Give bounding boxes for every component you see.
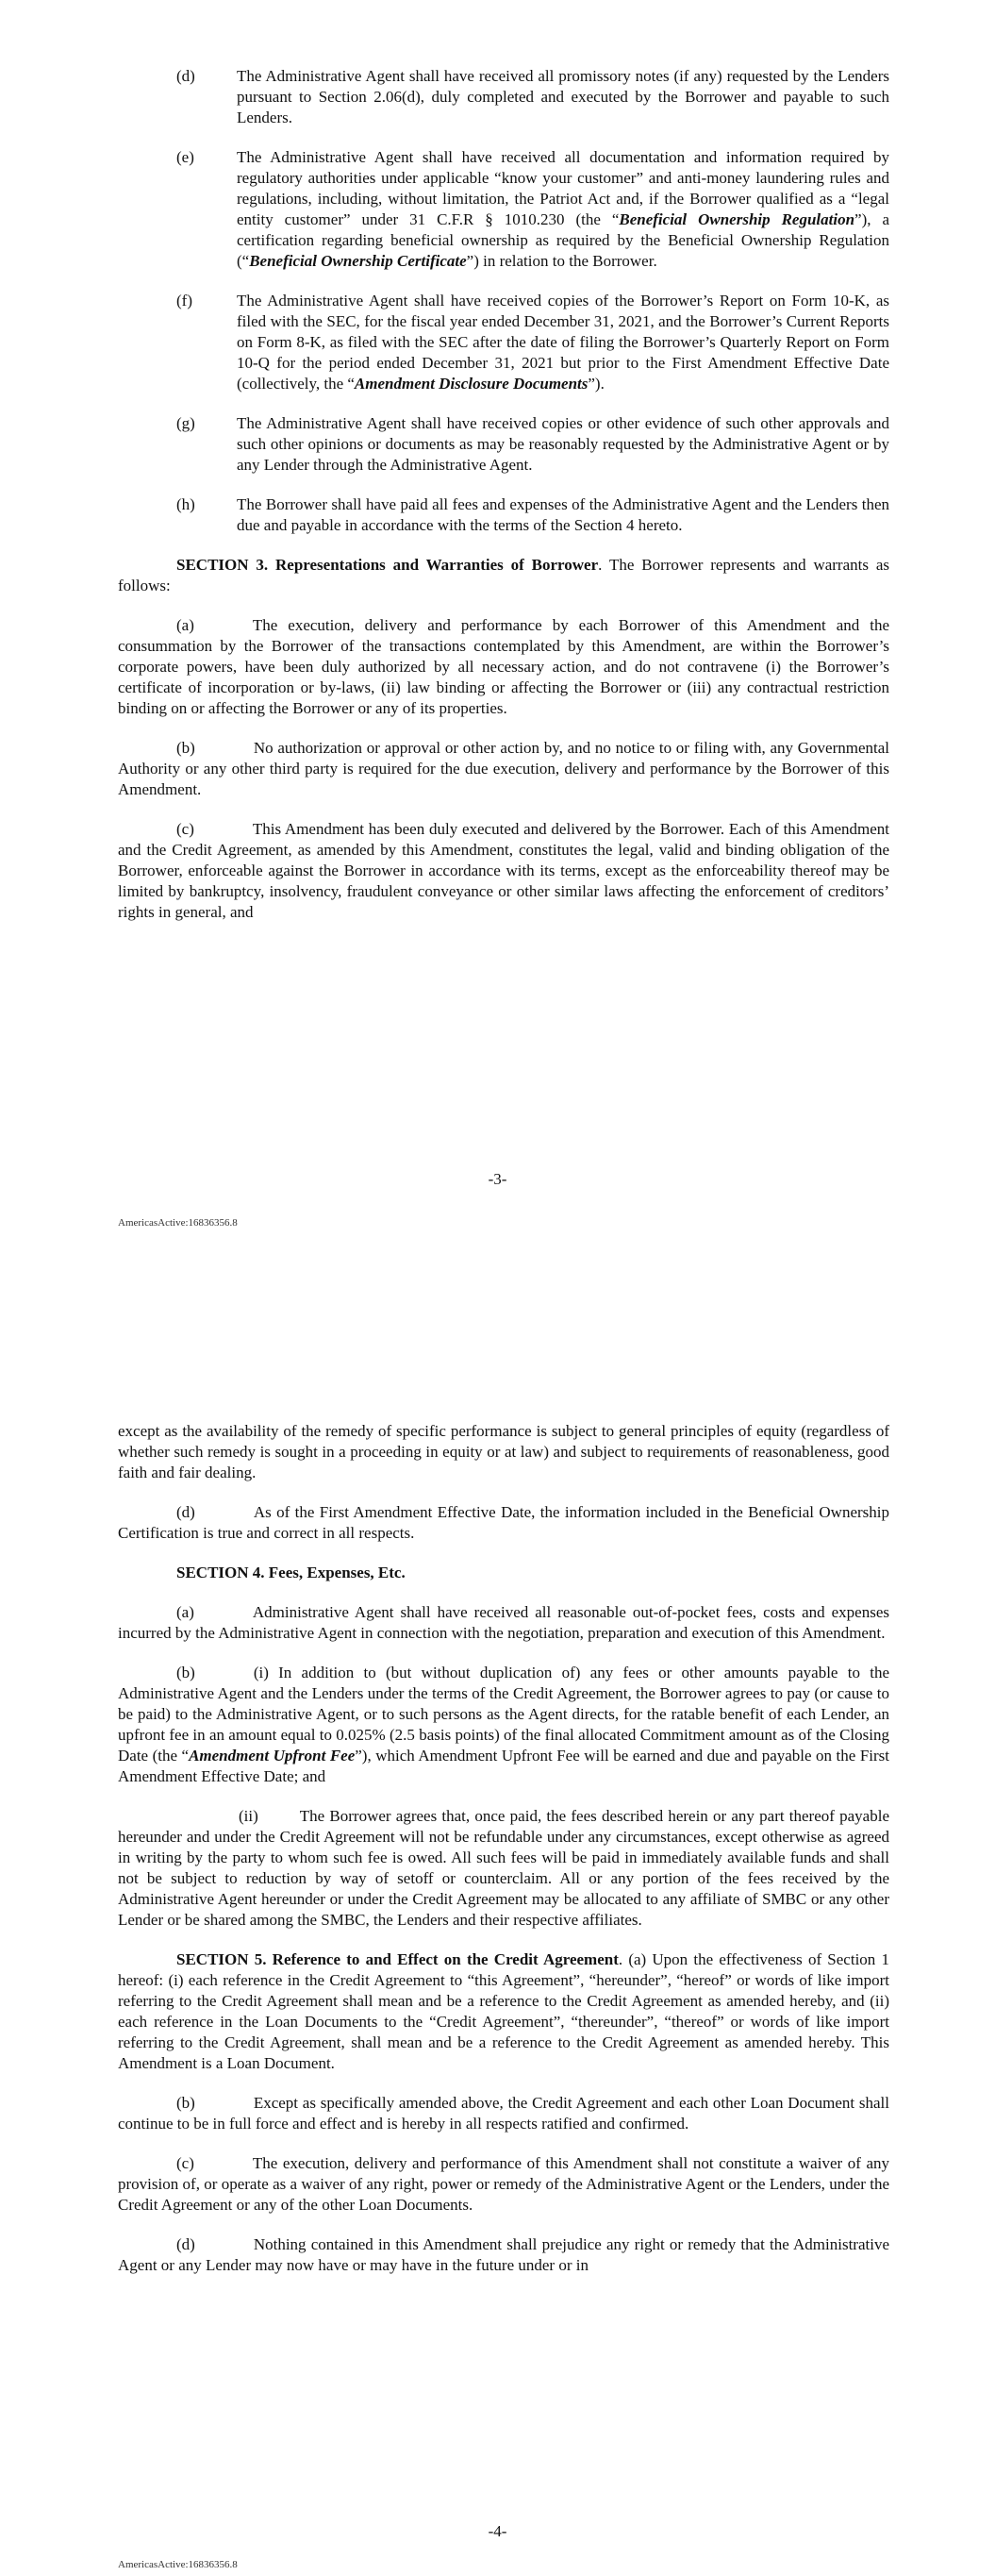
section-4-heading: SECTION 4. Fees, Expenses, Etc. — [176, 1564, 406, 1581]
clause-text-part: The Administrative Agent shall have received all documentation and information required by regulatory authorities under applicable “know your customer” and anti-money laundering rules and regulations, including, without limitation, the Patriot Act and, if the Borrower qualified as a “legal entity customer” under 31 C.F.R § 1010.230 (the “ — [237, 148, 889, 228]
clause-text-part: ”), which Amendment Upfront Fee will be earned and due and payable on the First Amendment Effective Date; and — [118, 1747, 890, 1785]
clause-label: (g) — [176, 414, 195, 432]
section-3-b — [118, 738, 889, 800]
clause-label: (f) — [176, 292, 192, 309]
section-5-c — [118, 2153, 889, 2216]
section-3-c-continuation: except as the availability of the remedy of specific performance is subject to general principles of equity (regardless of whether such remedy is sought in a proceeding in equity or at law) and subject to requirements of reasonableness, good faith and fair dealing. — [118, 1422, 889, 1481]
clause-f — [118, 291, 889, 394]
clause-label: (a) — [176, 616, 194, 634]
clause-label: (e) — [176, 148, 194, 166]
section-3-intro — [118, 555, 889, 596]
page-4-body — [118, 1421, 889, 2276]
clause-d — [118, 66, 889, 128]
defined-term: Amendment Upfront Fee — [189, 1747, 356, 1765]
clause-label: (h) — [176, 495, 195, 513]
defined-term: Beneficial Ownership Certificate — [249, 252, 467, 270]
section-4-a — [118, 1602, 889, 1644]
clause-text: Nothing contained in this Amendment shall prejudice any right or remedy that the Administrative Agent or any Lender may now have or may have in the future under or in — [118, 2235, 889, 2274]
clause-text — [237, 291, 889, 394]
clause-label: (c) — [176, 820, 194, 838]
section-5-a — [118, 1949, 889, 2074]
clause-text — [237, 147, 889, 272]
clause-text: The execution, delivery and performance by each Borrower of this Amendment and the consummation by the Borrower of the transactions contemplated by this Amendment, are within the Borrower’s corporate powers, have been duly authorized by all necessary action, and do not contravene (i) the Borrower’s certificate of incorporation or by-laws, (ii) law binding or affecting the Borrower or (iii) any contractual restriction binding on or affecting the Borrower or any of its properties. — [118, 616, 889, 717]
clause-label: (c) — [176, 2154, 194, 2172]
clause-text: Administrative Agent shall have received all reasonable out-of-pocket fees, costs and expenses incurred by the Administrative Agent in connection with the negotiation, preparation and execution of this Amendment. — [118, 1603, 889, 1642]
clause-text: No authorization or approval or other action by, and no notice to or filing with, any Governmental Authority or any other third party is required for the due execution, delivery and performance by the Borrower of this Amendment. — [118, 739, 889, 798]
clause-text-part: ”), a certification regarding beneficial ownership as required by the Beneficial Ownership Regulation (“ — [237, 210, 889, 270]
clause-text-part: ”) in relation to the Borrower. — [466, 252, 657, 270]
page-number: -4- — [488, 2522, 507, 2540]
section-5-d — [118, 2234, 889, 2276]
document-page-3 — [0, 0, 995, 1264]
clause-text: This Amendment has been duly executed and delivered by the Borrower. Each of this Amendment and the Credit Agreement, as amended by this Amendment, constitutes the legal, valid and binding obligation of the Borrower, enforceable against the Borrower in accordance with its terms, except as the enforceability thereof may be limited by bankruptcy, insolvency, fraudulent conveyance or other similar laws affecting the enforcement of creditors’ rights in general, and — [118, 820, 889, 921]
section-3-a — [118, 615, 889, 719]
document-footer: AmericasActive:16836356.8 — [118, 1217, 238, 1229]
clause-label: (b) — [176, 1664, 195, 1681]
section-intro-text: . The Borrower represents and warrants as follows: — [118, 556, 889, 594]
clause-text: The Borrower shall have paid all fees and expenses of the Administrative Agent and the Lenders then due and payable in accordance with the terms of the Section 4 hereto. — [237, 495, 889, 534]
defined-term: Beneficial Ownership Regulation — [619, 210, 855, 228]
section-5-b — [118, 2093, 889, 2134]
section-heading: SECTION 3. Representations and Warranties of Borrower — [176, 556, 599, 574]
clause-h — [118, 494, 889, 536]
clause-label: (d) — [176, 67, 195, 85]
clause-text: The execution, delivery and performance of this Amendment shall not constitute a waiver of any provision of, or operate as a waiver of any right, power or remedy of the Administrative Agent or the Lenders, under the Credit Agreement or any of the other Loan Documents. — [118, 2154, 889, 2214]
defined-term: Amendment Disclosure Documents — [354, 375, 589, 393]
clause-text-part: ”). — [588, 375, 605, 393]
clause-label: (a) — [176, 1603, 194, 1621]
section-4-b-ii — [118, 1806, 889, 1931]
clause-text: As of the First Amendment Effective Date, the information included in the Beneficial Ownership Certification is true and correct in all respects. — [118, 1503, 889, 1542]
clause-g — [118, 413, 889, 476]
clause-text: Except as specifically amended above, the Credit Agreement and each other Loan Document shall continue to be in full force and effect and is hereby in all respects ratified and confirmed. — [118, 2094, 889, 2133]
section-3-c — [118, 819, 889, 923]
clause-label: (d) — [176, 1503, 195, 1521]
clause-text: (i) In addition to (but without duplication of) any fees or other amounts payable to the Administrative Agent and the Lenders under the terms of the Credit Agreement, the Borrower agrees to pay (or cause to be paid) to the Administrative Agent, or to such persons as the Agent directs, for the ratable benefit of each Lender, an upfront fee in an amount equal to 0.025% (2.5 basis points) of the final allocated Commitment amount as of the Closing Date (the “ — [118, 1664, 889, 1765]
page-3-body — [118, 66, 889, 942]
clause-text: . (a) Upon the effectiveness of Section 1 hereof: (i) each reference in the Credit Agreement to “this Agreement”, “hereunder”, “hereof” or words of like import referring to the Credit Agreement shall mean and be a reference to the Credit Agreement as amended hereby, and (ii) each reference in the Loan Documents to the “Credit Agreement”, “thereunder”, “thereof” or words of like import referring to the Credit Agreement, shall mean and be a reference to the Credit Agreement as amended hereby. This Amendment is a Loan Document. — [118, 1950, 889, 2072]
clause-text-part: The Administrative Agent shall have received copies of the Borrower’s Report on Form 10-K, as filed with the SEC, for the fiscal year ended December 31, 2021, and the Borrower’s Current Reports on Form 8-K, as filed with the SEC after the date of filing the Borrower’s Quarterly Report on Form 10-Q for the period ended December 31, 2021 but prior to the First Amendment Effective Date (collectively, the “ — [237, 292, 889, 393]
clause-text: The Administrative Agent shall have received copies or other evidence of such other approvals and such other opinions or documents as may be reasonably requested by the Administrative Agent or by any Lender through the Administrative Agent. — [237, 414, 889, 474]
document-page-4 — [0, 1397, 995, 2576]
clause-text: The Administrative Agent shall have received all promissory notes (if any) requested by the Lenders pursuant to Section 2.06(d), duly completed and executed by the Borrower and payable to such Lenders. — [237, 67, 889, 126]
clause-label: (b) — [176, 2094, 195, 2112]
clause-label: (d) — [176, 2235, 195, 2253]
clause-text: The Borrower agrees that, once paid, the fees described herein or any part thereof payable hereunder and under the Credit Agreement will not be refundable under any circumstances, except otherwise as agreed in writing by the party to whom such fee is owed. All such fees will be paid in immediately available funds and shall not be subject to reduction by way of setoff or counterclaim. All or any portion of the fees received by the Administrative Agent hereunder or under the Credit Agreement may be allocated to any affiliate of SMBC or any other Lender or be shared among the SMBC, the Lenders and their respective affiliates. — [118, 1807, 889, 1929]
page-number: -3- — [488, 1170, 507, 1188]
section-3-d — [118, 1502, 889, 1544]
clause-e — [118, 147, 889, 272]
section-heading: SECTION 5. Reference to and Effect on the Credit Agreement — [176, 1950, 619, 1968]
document-footer: AmericasActive:16836356.8 — [118, 2559, 238, 2570]
section-4-b — [118, 1663, 889, 1787]
clause-label: (ii) — [239, 1807, 258, 1825]
clause-label: (b) — [176, 739, 195, 757]
